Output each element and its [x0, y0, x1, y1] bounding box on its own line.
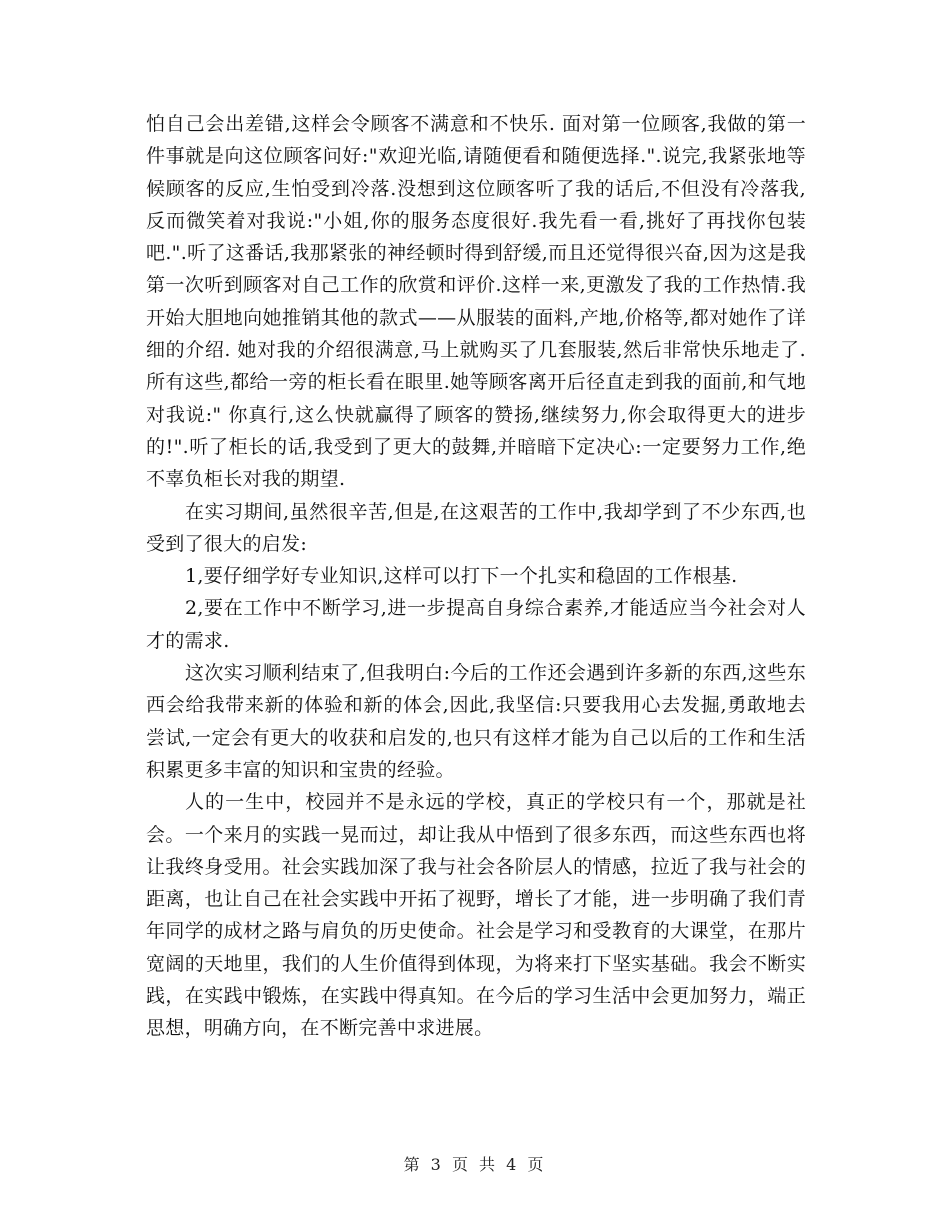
paragraph-social-practice: 人的一生中，校园并不是永远的学校，真正的学校只有一个，那就是社会。一个来月的实践一晃而过，却让我从中悟到了很多东西，而这些东西也将让我终身受用。社会实践加深了我与社会各阶层人的情感，拉近了我与社会的距离，也让自己在社会实践中开拓了视野，增长了才能，进一步明确了我们青年同学的成材之路与肩负的历史使命。社会是学习和受教育的大课堂，在那片宽阔的天地里，我们的人生价值得到体现，为将来打下坚实基础。我会不断实践，在实践中锻炼，在实践中得真知。在今后的学习生活中会更加努力，端正思想，明确方向，在不断完善中求进展。	[146, 791, 806, 1040]
list-item-2: 2,要在工作中不断学习,进一步提高自身综合素养,才能适应当今社会对人才的需求.	[146, 597, 806, 652]
paragraph-internship-conclusion: 这次实习顺利结束了,但我明白:今后的工作还会遇到许多新的东西,这些东西会给我带来新的体验和新的体会,因此,我坚信:只要我用心去发掘,勇敢地去尝试,一定会有更大的收获和启发的,也只有这样才能为自己以后的工作和生活积累更多丰富的知识和宝贵的经验。	[146, 662, 806, 781]
document-body	[146, 108, 806, 1045]
paragraph-internship-lessons: 在实习期间,虽然很辛苦,但是,在这艰苦的工作中,我却学到了不少东西,也受到了很大的启发:	[146, 500, 806, 555]
list-item-1: 1,要仔细学好专业知识,这样可以打下一个扎实和稳固的工作根基.	[185, 565, 738, 588]
page-number-footer: 第 3 页 共 4 页	[403, 1155, 547, 1174]
paragraph-customer-story: 怕自己会出差错,这样会令顾客不满意和不快乐. 面对第一位顾客,我做的第一件事就是向这位顾客问好:"欢迎光临,请随便看和随便选择.".说完,我紧张地等候顾客的反应,生怕受到冷落.没想到这位顾客听了我的话后,不但没有冷落我,反而微笑着对我说:"小姐,你的服务态度很好.我先看一看,挑好了再找你包装吧.".听了这番话,我那紧张的神经顿时得到舒缓,而且还觉得很兴奋,因为这是我第一次听到顾客对自己工作的欣赏和评价.这样一来,更激发了我的工作热情.我开始大胆地向她推销其他的款式——从服装的面料,产地,价格等,都对她作了详细的介绍. 她对我的介绍很满意,马上就购买了几套服装,然后非常快乐地走了.所有这些,都给一旁的柜长看在眼里.她等顾客离开后径直走到我的面前,和气地对我说:" 你真行,这么快就赢得了顾客的赞扬,继续努力,你会取得更大的进步的!".听了柜长的话,我受到了更大的鼓舞,并暗暗下定决心:一定要努力工作,绝不辜负柜长对我的期望.	[146, 113, 806, 491]
